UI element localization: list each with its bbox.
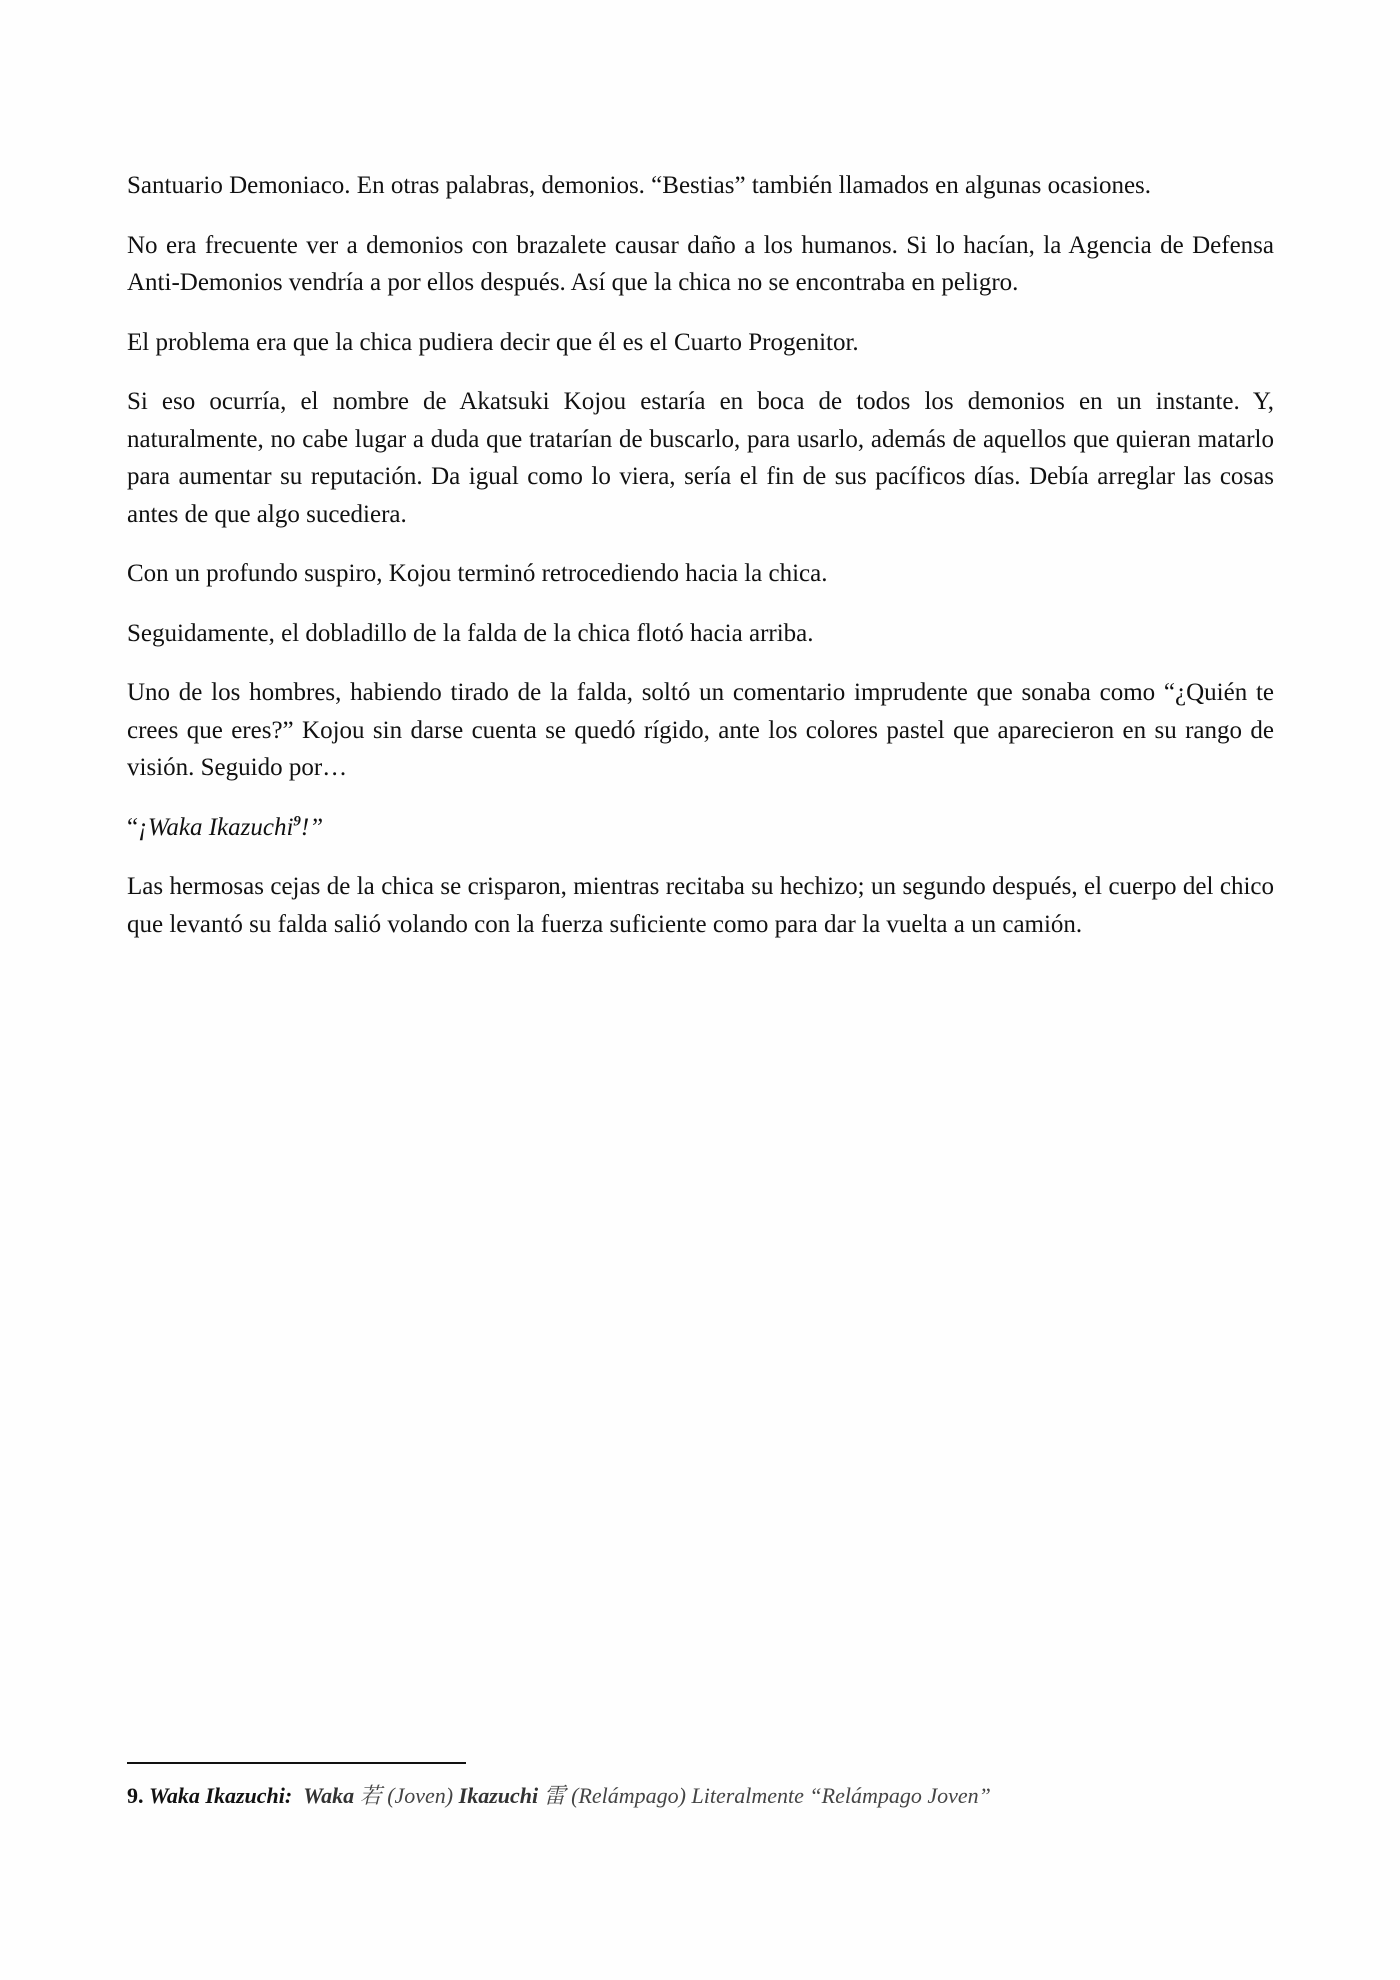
paragraph: Con un profundo suspiro, Kojou terminó retrocediendo hacia la chica. xyxy=(127,560,828,587)
incantation-close: !” xyxy=(300,813,324,841)
body-text xyxy=(127,167,1274,965)
footnote-kanji-2: 雷 xyxy=(543,1783,566,1808)
footnote-meaning-1: (Joven) xyxy=(387,1783,454,1808)
paragraph: El problema era que la chica pudiera decir que él es el Cuarto Progenitor. xyxy=(127,328,859,356)
footnote-reference[interactable]: 9 xyxy=(293,813,301,830)
footnote-kanji-1: 若 xyxy=(359,1783,382,1808)
footnote-divider xyxy=(127,1762,466,1764)
paragraph: Uno de los hombres, habiendo tirado de la falda, soltó un comentario imprudente que sonaba como “¿Quién te crees que eres?” Kojou sin darse cuenta se quedó rígido, ante los colores pastel que aparecieron en su rango de visión. Seguido por… xyxy=(127,679,1274,781)
paragraph: No era frecuente ver a demonios con brazalete causar daño a los humanos. Si lo hacían, la Agencia de Defensa Anti-Demonios vendría a por ellos después. Así que la chica no se encontraba en peligro. xyxy=(127,231,1274,296)
paragraph: Si eso ocurría, el nombre de Akatsuki Kojou estaría en boca de todos los demonios en un instante. Y, naturalmente, no cabe lugar a duda que tratarían de buscarlo, para usarlo, además de aquellos que quieran matarlo para aumentar su reputación. Da igual como lo viera, sería el fin de sus pacíficos días. Debía arreglar las cosas antes de que algo sucediera. xyxy=(127,388,1274,528)
paragraph: Seguidamente, el dobladillo de la falda de la chica flotó hacia arriba. xyxy=(127,619,814,647)
incantation-open-quote: “ xyxy=(127,813,139,841)
footnote-word-1: Waka xyxy=(303,1783,355,1808)
footnote-number: 9. xyxy=(127,1783,144,1808)
paragraph: Las hermosas cejas de la chica se crisparon, mientras recitaba su hechizo; un segundo después, el cuerpo del chico que levantó su falda salió volando con la fuerza suficiente como para dar la vuelta a un camión. xyxy=(127,873,1274,938)
footnote-meaning-2: (Relámpago) xyxy=(571,1783,686,1808)
footnote-term: Waka Ikazuchi: xyxy=(149,1783,293,1808)
paragraph: Santuario Demoniaco. En otras palabras, demonios. “Bestias” también llamados en algunas ocasiones. xyxy=(127,172,1152,199)
footnote-literal: Literalmente “Relámpago Joven” xyxy=(691,1783,991,1808)
incantation-text: ¡Waka Ikazuchi xyxy=(138,813,294,841)
footnote-word-2: Ikazuchi xyxy=(458,1783,539,1808)
incantation-line xyxy=(127,809,1274,847)
footnote xyxy=(127,1781,1274,1811)
